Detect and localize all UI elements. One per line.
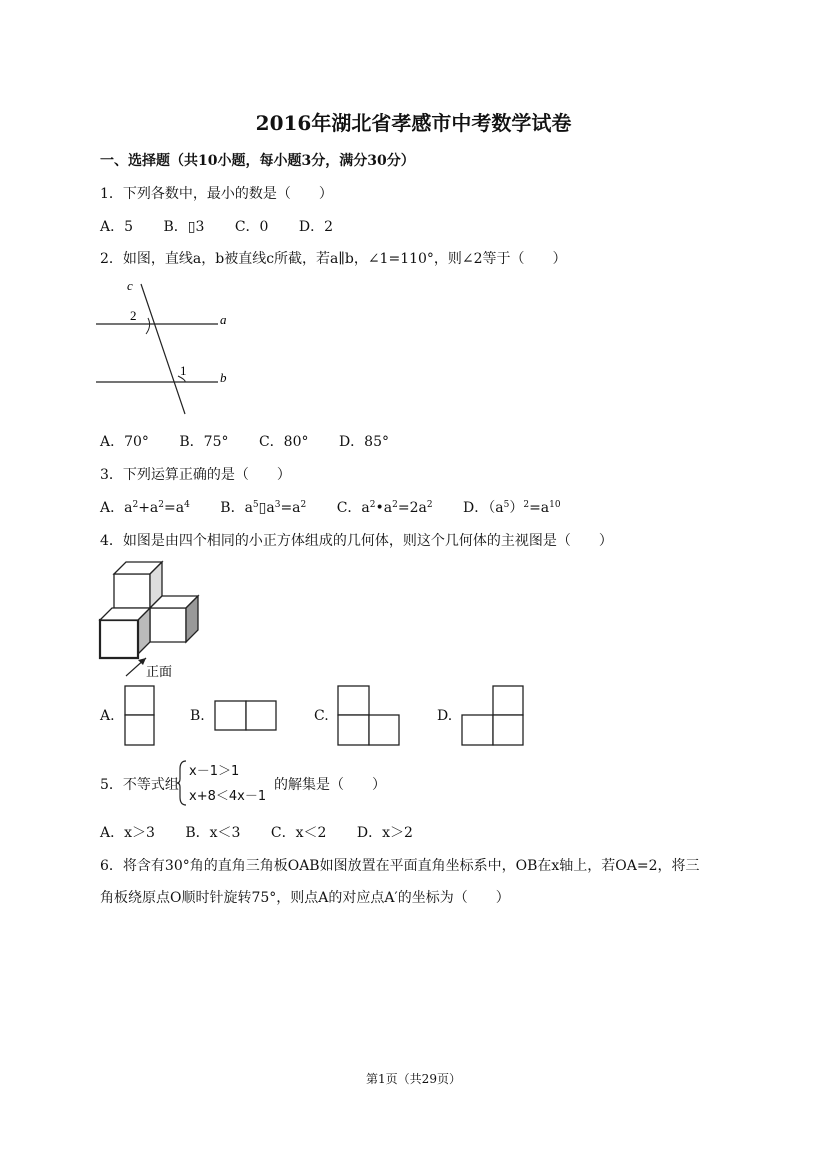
inequality-1: x－1＞1 (189, 764, 240, 779)
option-d: D．x＞2 (356, 825, 413, 841)
option-b-view (214, 700, 278, 732)
question-3-options (100, 497, 587, 517)
question-6-line-1: 6．将含有30°角的直角三角板OAB如图放置在平面直角坐标系中，OB在x轴上，若OA=2，将三 (100, 858, 700, 874)
label-b: b (220, 370, 227, 385)
option-b: B．75° (179, 434, 229, 450)
question-4-text: 4．如图是由四个相同的小正方体组成的几何体，则这个几何体的主视图是（ ） (100, 533, 613, 549)
question-3-text: 3．下列运算正确的是（ ） (100, 467, 291, 483)
line-c (141, 284, 185, 414)
question-2-text: 2．如图，直线a，b被直线c所截，若a∥b，∠1=110°，则∠2等于（ ） (100, 251, 567, 267)
option-d-view (461, 685, 525, 747)
option-a: A．x＞3 (100, 825, 155, 841)
page-footer: 第1页（共29页） (366, 1072, 461, 1086)
option-c: C．$a^2•a^2=2a^2$ (336, 500, 433, 516)
option-d: D．2 (298, 219, 334, 235)
option-a-view (124, 685, 156, 747)
option-a: A．70° (100, 434, 149, 450)
cubes-figure (96, 558, 206, 682)
question-1-text: 1．下列各数中，最小的数是（ ） (100, 186, 333, 202)
question-5-suffix: 的解集是（ ） (274, 777, 386, 793)
label-a: a (220, 312, 227, 327)
option-a: A．$a^2+a^2=a^4$ (100, 500, 190, 516)
question-1-options (100, 216, 359, 236)
front-label: 正面 (146, 665, 173, 680)
option-b: B．▯3 (163, 219, 205, 235)
option-d: D．85° (338, 434, 389, 450)
parallel-lines-figure (96, 276, 236, 416)
option-a: A．5 (100, 219, 134, 235)
option-a-label: A. (100, 708, 115, 724)
question-2-options (100, 431, 415, 451)
page-title: 2016年湖北省孝感市中考数学试卷 (255, 111, 572, 135)
label-c: c (127, 278, 133, 293)
section-heading: 一、选择题（共10小题，每小题3分，满分30分） (100, 153, 415, 169)
option-b: B．$a^5▯a^3=a^2$ (220, 500, 307, 516)
question-5-prefix: 5．不等式组 (100, 777, 179, 793)
system-brace (176, 759, 188, 807)
option-c-view (337, 685, 401, 747)
option-c: C．0 (234, 219, 269, 235)
inequality-2: x+8＜4x－1 (189, 789, 267, 804)
option-d-label: D. (437, 708, 453, 724)
label-angle-1: 1 (180, 363, 187, 378)
option-c-label: C. (314, 708, 329, 724)
option-d: D．$(a^5)^2=a^{10}$ (463, 500, 561, 516)
option-b-label: B. (190, 708, 205, 724)
option-b: B．x＜3 (185, 825, 241, 841)
option-c: C．80° (258, 434, 309, 450)
angle-2-arc (146, 318, 150, 334)
question-6-line-2: 角板绕原点O顺时针旋转75°，则点A的对应点A′的坐标为（ ） (100, 890, 510, 906)
option-c: C．x＜2 (270, 825, 327, 841)
question-5-options (100, 822, 439, 842)
label-angle-2: 2 (130, 308, 137, 323)
